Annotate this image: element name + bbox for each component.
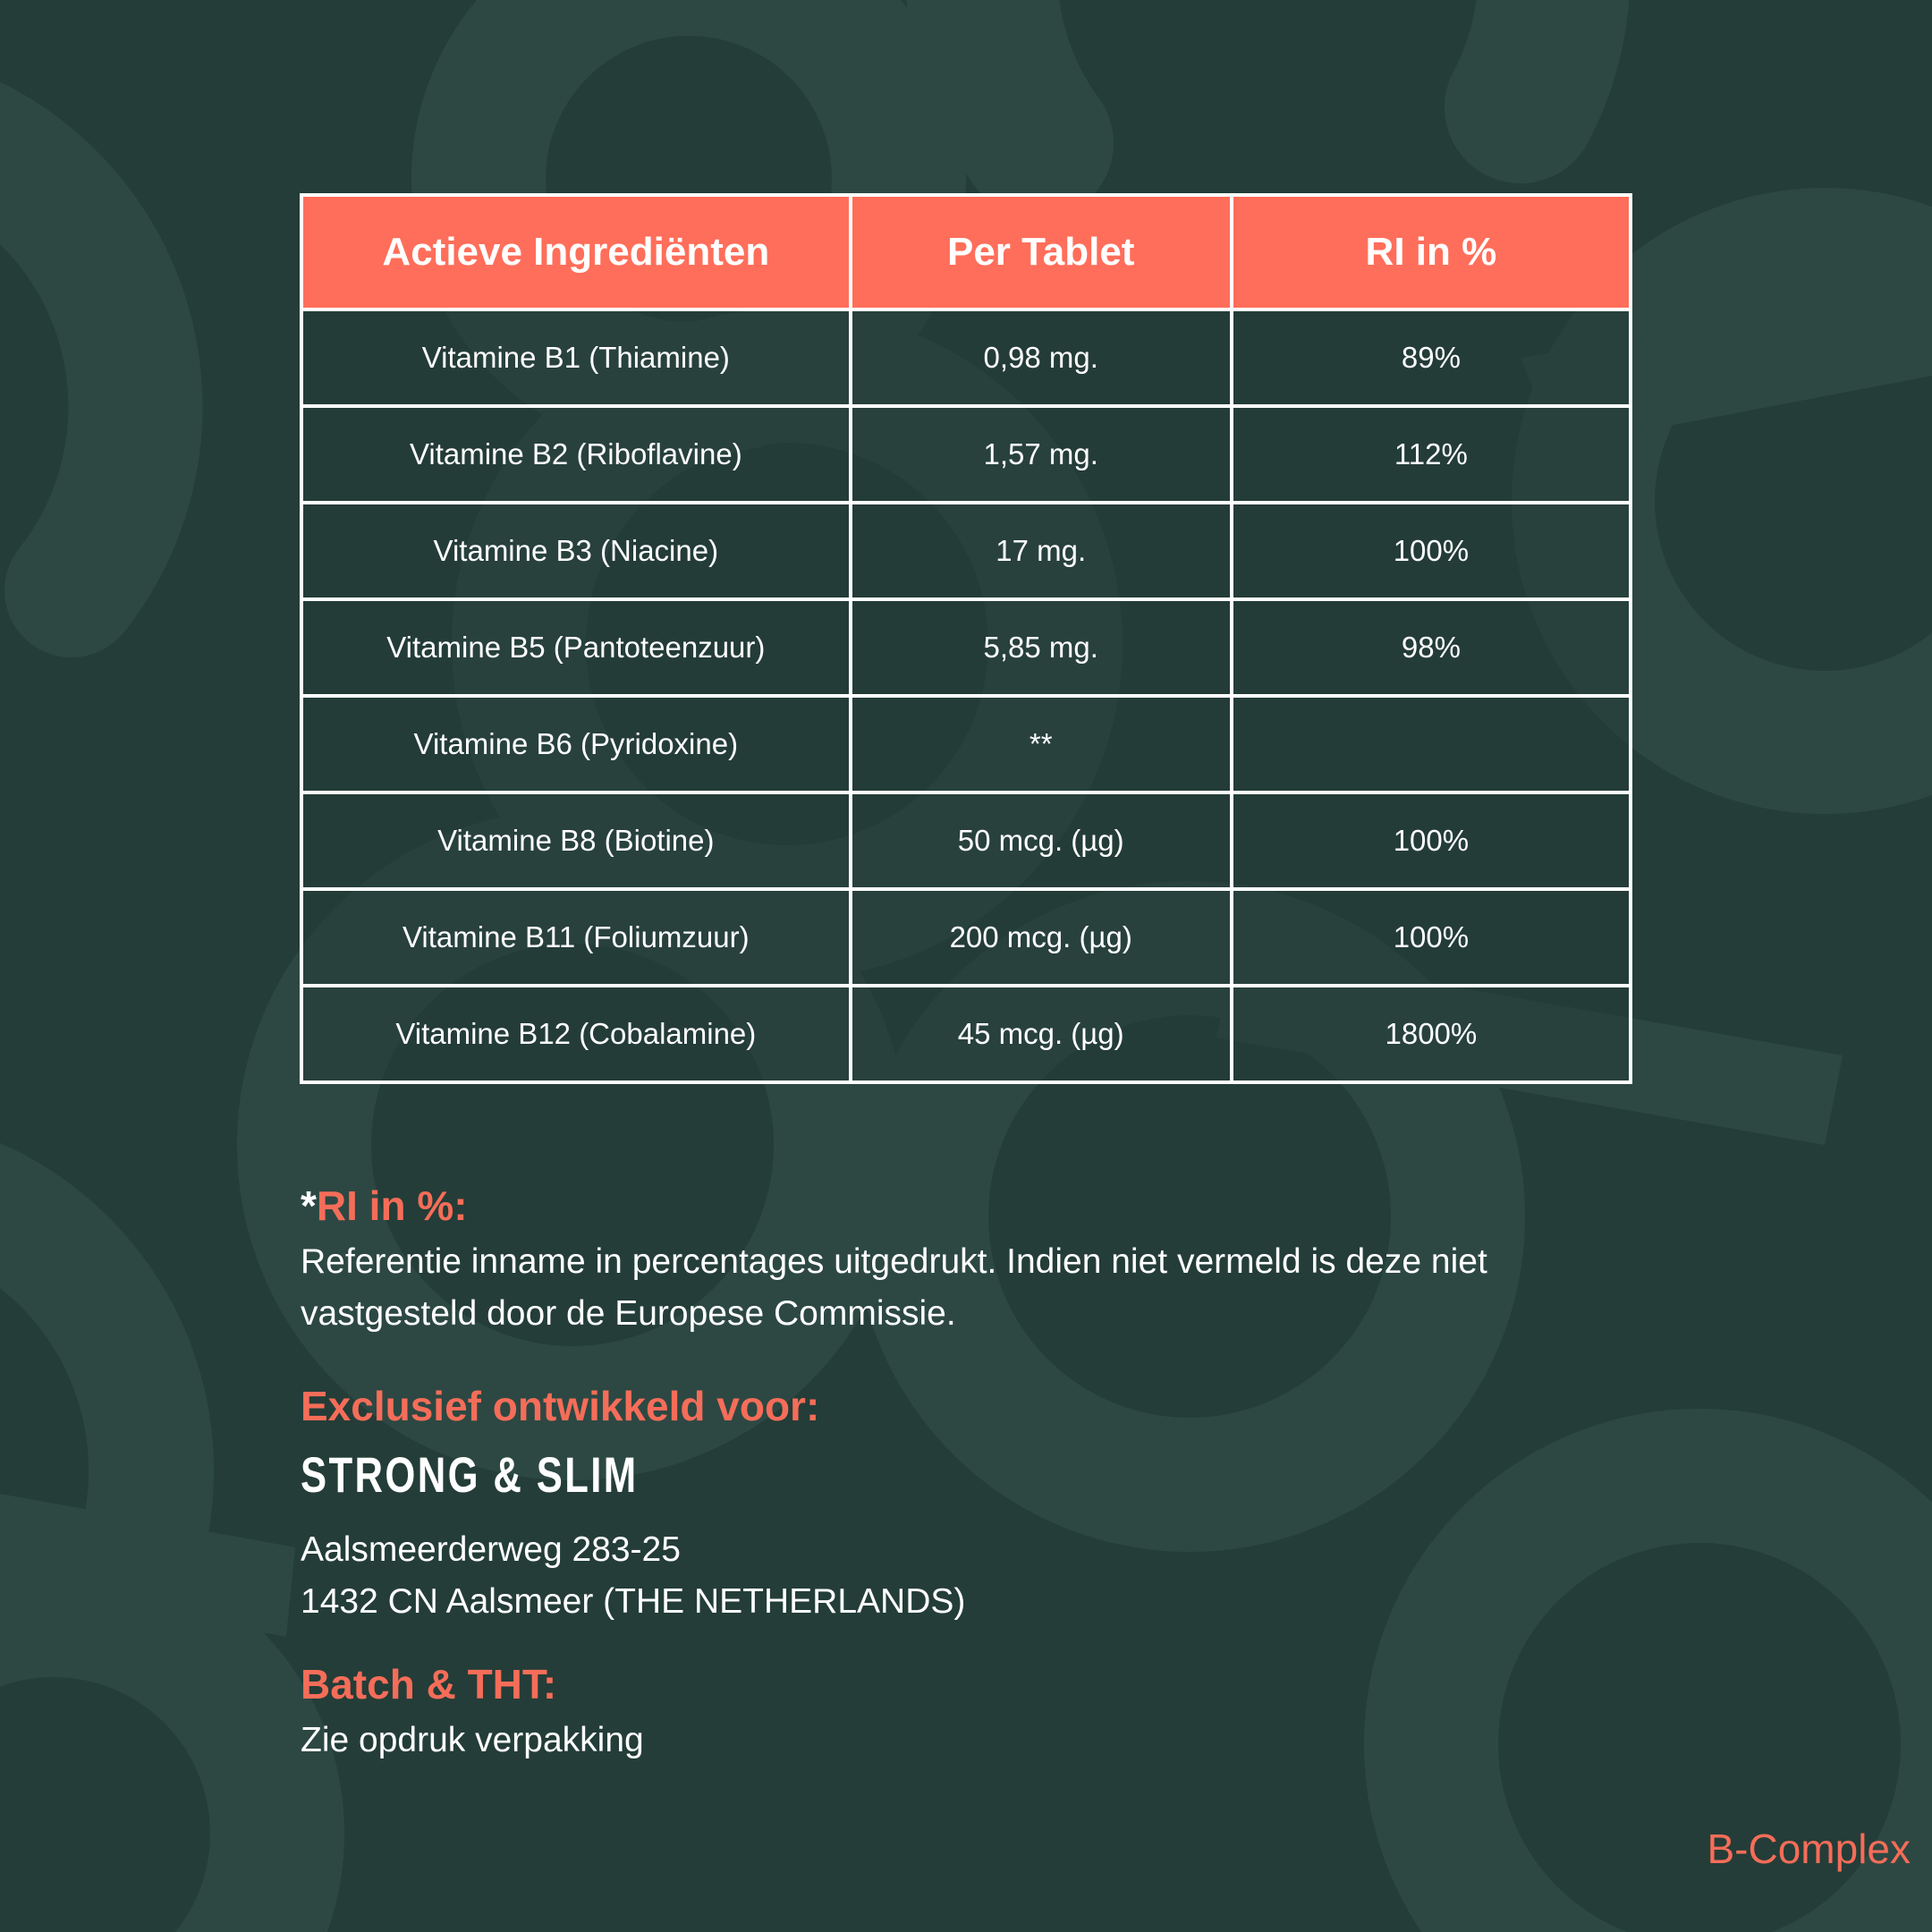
amount-per-tablet: 45 mcg. (µg) [851,986,1232,1082]
address-line1: Aalsmeerderweg 283-25 [301,1530,681,1569]
table-row [301,696,1631,792]
batch-text: Zie opdruk verpakking [301,1721,644,1759]
ingredients-table [300,193,1632,1084]
developed-for-heading: Exclusief ontwikkeld voor: [301,1383,820,1429]
amount-per-tablet: 200 mcg. (µg) [851,889,1232,986]
amount-per-tablet: 50 mcg. (µg) [851,792,1232,889]
header-per-tablet: Per Tablet [851,195,1232,309]
ingredient-name: Vitamine B12 (Cobalamine) [301,986,851,1082]
address-line2: 1432 CN Aalsmeer (THE NETHERLANDS) [301,1582,966,1621]
ri-note-text-line2: vastgesteld door de Europese Commissie. [301,1294,956,1333]
ingredient-name: Vitamine B6 (Pyridoxine) [301,696,851,792]
table-row [301,889,1631,986]
product-name: B-Complex [1707,1826,1911,1872]
developed-for-section [301,1381,1660,1628]
ri-percent: 112% [1232,406,1631,503]
ingredient-name: Vitamine B11 (Foliumzuur) [301,889,851,986]
ri-percent [1232,696,1631,792]
ingredient-name: Vitamine B1 (Thiamine) [301,309,851,406]
amount-per-tablet: 5,85 mg. [851,599,1232,696]
ingredient-name: Vitamine B3 (Niacine) [301,503,851,599]
ingredient-name: Vitamine B2 (Riboflavine) [301,406,851,503]
table-row [301,986,1631,1082]
ri-percent: 1800% [1232,986,1631,1082]
ri-note-heading [301,1181,1660,1231]
header-ingredients: Actieve Ingrediënten [301,195,851,309]
ri-note-section [301,1181,1660,1340]
amount-per-tablet: 0,98 mg. [851,309,1232,406]
amount-per-tablet: 1,57 mg. [851,406,1232,503]
table-row [301,599,1631,696]
table-row [301,309,1631,406]
ri-percent: 100% [1232,503,1631,599]
ingredient-name: Vitamine B8 (Biotine) [301,792,851,889]
batch-heading: Batch & THT: [301,1661,557,1707]
ingredients-table-container [300,193,1632,1084]
batch-section [301,1659,1660,1767]
amount-per-tablet: 17 mg. [851,503,1232,599]
ingredient-name: Vitamine B5 (Pantoteenzuur) [301,599,851,696]
amount-per-tablet: ** [851,696,1232,792]
header-ri-percent: RI in % [1232,195,1631,309]
ri-percent: 98% [1232,599,1631,696]
brand-logo: STRONG & SLIM [301,1446,639,1503]
ri-note-heading-text: RI in %: [316,1182,468,1229]
ri-note-text-line1: Referentie inname in percentages uitgedrukt. Indien niet vermeld is deze niet [301,1242,1487,1281]
table-row [301,406,1631,503]
table-row [301,792,1631,889]
ri-note-star: * [301,1182,317,1229]
table-row [301,503,1631,599]
table-header-row [301,195,1631,309]
ri-percent: 100% [1232,889,1631,986]
ri-percent: 100% [1232,792,1631,889]
ri-percent: 89% [1232,309,1631,406]
